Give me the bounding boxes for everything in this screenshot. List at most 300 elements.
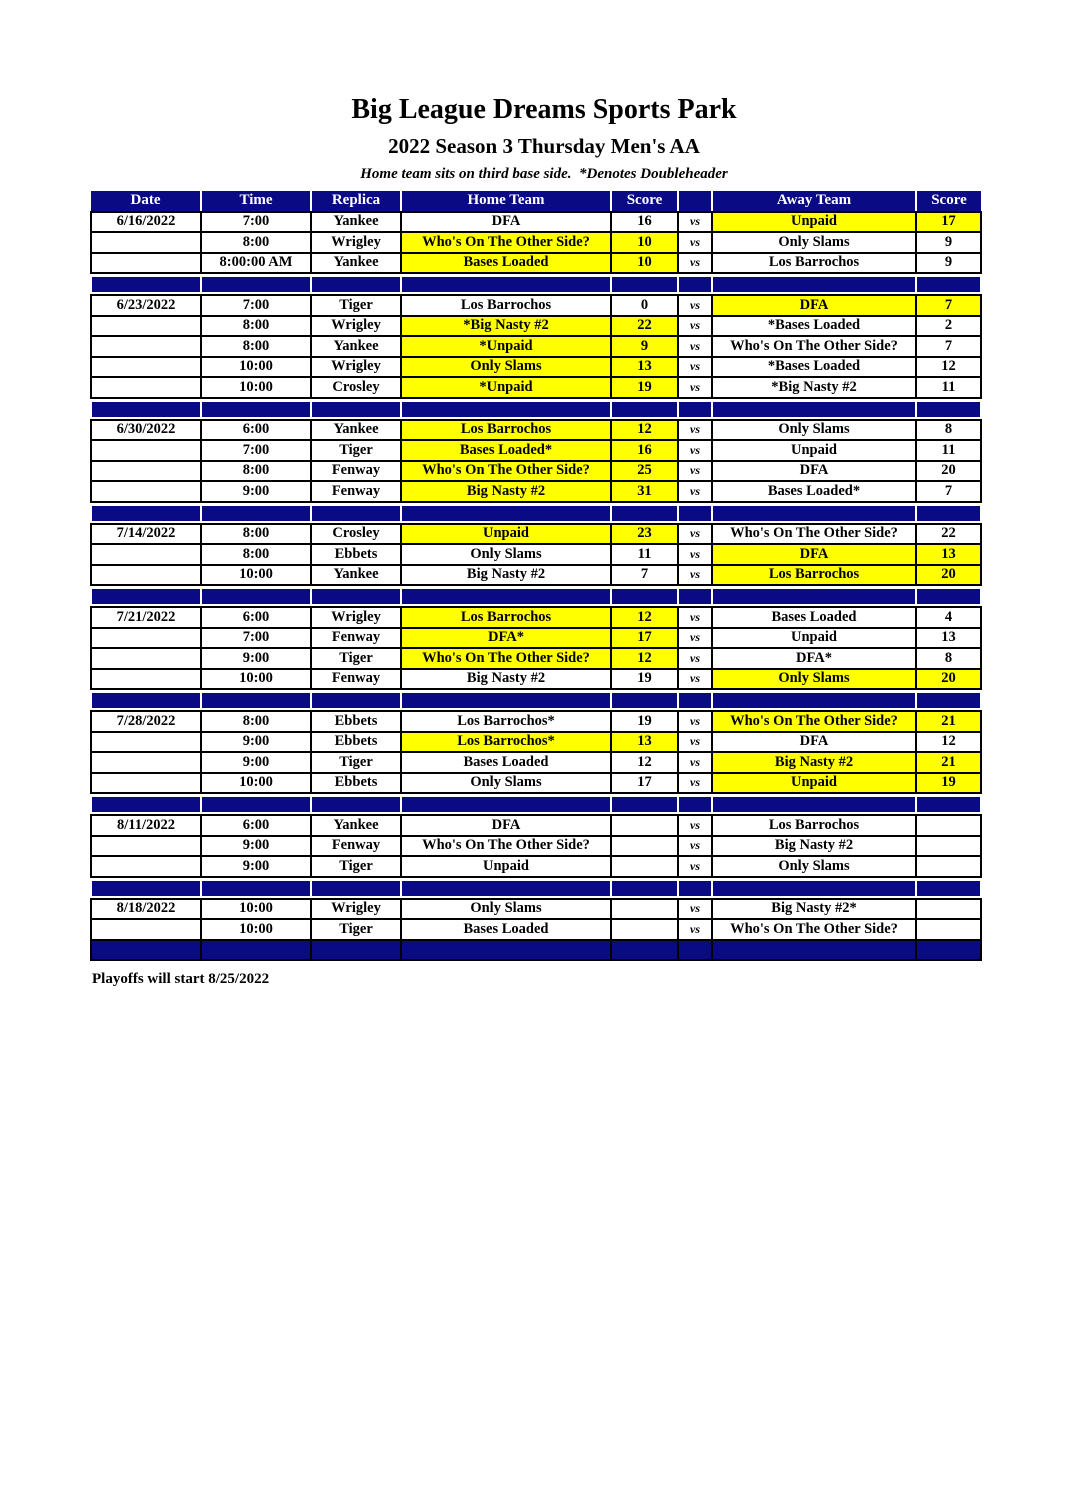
home-score-cell: 19 — [611, 669, 678, 690]
date-cell — [91, 481, 201, 502]
replica-cell: Ebbets — [311, 544, 401, 565]
home-score-cell — [611, 919, 678, 940]
home-score-cell — [611, 815, 678, 836]
col-home-team: Home Team — [401, 191, 611, 212]
replica-cell: Fenway — [311, 628, 401, 649]
vs-cell: vs — [678, 357, 712, 378]
time-cell: 10:00 — [201, 773, 311, 794]
game-row — [91, 732, 981, 753]
separator-cell — [611, 398, 678, 420]
schedule-document — [0, 94, 1088, 1502]
section-separator-row — [91, 273, 981, 295]
replica-cell: Wrigley — [311, 357, 401, 378]
schedule-note: Home team sits on third base side. *Denotes Doubleheader — [360, 166, 728, 182]
home-score-cell: 11 — [611, 544, 678, 565]
home-score-cell: 12 — [611, 752, 678, 773]
replica-cell: Wrigley — [311, 316, 401, 337]
away-team-cell: Only Slams — [712, 232, 916, 253]
separator-cell — [91, 398, 201, 420]
away-score-cell: 8 — [916, 420, 981, 441]
separator-cell — [712, 877, 916, 899]
time-cell: 9:00 — [201, 732, 311, 753]
replica-cell: Wrigley — [311, 899, 401, 920]
home-score-cell: 12 — [611, 420, 678, 441]
date-cell — [91, 316, 201, 337]
playoffs-note: Playoffs will start 8/25/2022 — [92, 971, 270, 987]
home-score-cell — [611, 899, 678, 920]
home-score-cell: 12 — [611, 607, 678, 628]
separator-bar — [202, 693, 310, 708]
replica-cell: Fenway — [311, 461, 401, 482]
separator-bar — [917, 506, 980, 521]
separator-bar — [312, 589, 400, 604]
separator-cell — [678, 273, 712, 295]
separator-cell — [916, 940, 981, 961]
date-cell — [91, 253, 201, 274]
date-cell — [91, 836, 201, 857]
separator-cell — [311, 793, 401, 815]
separator-cell — [91, 502, 201, 524]
col-time: Time — [201, 191, 311, 212]
time-cell: 8:00 — [201, 524, 311, 545]
away-score-cell: 4 — [916, 607, 981, 628]
separator-bar — [713, 881, 915, 896]
away-score-cell: 9 — [916, 253, 981, 274]
game-row — [91, 607, 981, 628]
date-cell: 6/16/2022 — [91, 212, 201, 233]
away-team-cell: Los Barrochos — [712, 815, 916, 836]
home-score-cell: 23 — [611, 524, 678, 545]
vs-cell: vs — [678, 711, 712, 732]
time-cell: 7:00 — [201, 628, 311, 649]
time-cell: 8:00 — [201, 544, 311, 565]
vs-cell: vs — [678, 295, 712, 316]
separator-bar — [679, 589, 711, 604]
game-row — [91, 420, 981, 441]
section-separator-row — [91, 502, 981, 524]
date-cell — [91, 919, 201, 940]
separator-cell — [311, 273, 401, 295]
game-row — [91, 336, 981, 357]
date-cell: 8/11/2022 — [91, 815, 201, 836]
away-team-cell: Who's On The Other Side? — [712, 711, 916, 732]
separator-bar — [917, 277, 980, 292]
game-row — [91, 461, 981, 482]
separator-bar — [92, 693, 200, 708]
separator-cell — [401, 585, 611, 607]
time-cell: 6:00 — [201, 420, 311, 441]
separator-bar — [612, 797, 677, 812]
time-cell: 9:00 — [201, 481, 311, 502]
away-score-cell — [916, 856, 981, 877]
vs-cell: vs — [678, 628, 712, 649]
separator-bar — [612, 402, 677, 417]
separator-cell — [201, 585, 311, 607]
home-score-cell: 19 — [611, 377, 678, 398]
replica-cell: Tiger — [311, 752, 401, 773]
game-row — [91, 212, 981, 233]
away-score-cell: 13 — [916, 628, 981, 649]
home-team-cell: DFA — [401, 815, 611, 836]
separator-bar — [612, 277, 677, 292]
separator-bar — [679, 402, 711, 417]
date-cell: 7/21/2022 — [91, 607, 201, 628]
vs-cell: vs — [678, 856, 712, 877]
away-team-cell: DFA — [712, 461, 916, 482]
col-away-score: Score — [916, 191, 981, 212]
time-cell: 8:00:00 AM — [201, 253, 311, 274]
game-row — [91, 752, 981, 773]
vs-cell: vs — [678, 440, 712, 461]
separator-cell — [401, 877, 611, 899]
vs-cell: vs — [678, 565, 712, 586]
home-score-cell: 17 — [611, 628, 678, 649]
home-team-cell: Big Nasty #2 — [401, 565, 611, 586]
separator-bar — [92, 277, 200, 292]
home-team-cell: DFA — [401, 212, 611, 233]
col-date: Date — [91, 191, 201, 212]
home-team-cell: Los Barrochos* — [401, 732, 611, 753]
time-cell: 10:00 — [201, 919, 311, 940]
date-cell — [91, 628, 201, 649]
separator-bar — [713, 402, 915, 417]
replica-cell: Tiger — [311, 295, 401, 316]
separator-cell — [916, 877, 981, 899]
separator-cell — [916, 502, 981, 524]
home-score-cell — [611, 836, 678, 857]
game-row — [91, 524, 981, 545]
date-cell — [91, 377, 201, 398]
home-team-cell: Only Slams — [401, 357, 611, 378]
home-score-cell: 13 — [611, 732, 678, 753]
separator-bar — [713, 693, 915, 708]
replica-cell: Fenway — [311, 836, 401, 857]
replica-cell: Crosley — [311, 377, 401, 398]
separator-cell — [611, 877, 678, 899]
away-team-cell: DFA — [712, 544, 916, 565]
away-score-cell: 8 — [916, 648, 981, 669]
home-team-cell: Who's On The Other Side? — [401, 461, 611, 482]
separator-bar — [92, 589, 200, 604]
separator-cell — [678, 502, 712, 524]
schedule-table — [90, 191, 982, 961]
separator-cell — [611, 273, 678, 295]
replica-cell: Tiger — [311, 856, 401, 877]
separator-bar — [917, 693, 980, 708]
col-home-score: Score — [611, 191, 678, 212]
time-cell: 10:00 — [201, 669, 311, 690]
separator-cell — [611, 940, 678, 961]
separator-cell — [678, 877, 712, 899]
date-cell — [91, 773, 201, 794]
away-score-cell: 20 — [916, 461, 981, 482]
date-cell — [91, 544, 201, 565]
home-team-cell: Big Nasty #2 — [401, 481, 611, 502]
separator-bar — [917, 881, 980, 896]
section-separator-row — [91, 877, 981, 899]
separator-bar — [402, 506, 610, 521]
separator-bar — [679, 797, 711, 812]
separator-bar — [402, 277, 610, 292]
game-row — [91, 232, 981, 253]
game-row — [91, 565, 981, 586]
separator-cell — [401, 940, 611, 961]
away-team-cell: Bases Loaded* — [712, 481, 916, 502]
time-cell: 6:00 — [201, 815, 311, 836]
home-team-cell: *Unpaid — [401, 336, 611, 357]
away-team-cell: Los Barrochos — [712, 253, 916, 274]
game-row — [91, 711, 981, 732]
away-score-cell — [916, 815, 981, 836]
separator-cell — [678, 585, 712, 607]
game-row — [91, 295, 981, 316]
time-cell: 7:00 — [201, 440, 311, 461]
time-cell: 10:00 — [201, 565, 311, 586]
replica-cell: Fenway — [311, 669, 401, 690]
away-team-cell: *Big Nasty #2 — [712, 377, 916, 398]
vs-cell: vs — [678, 752, 712, 773]
time-cell: 9:00 — [201, 856, 311, 877]
date-cell — [91, 752, 201, 773]
col-vs — [678, 191, 712, 212]
date-cell: 7/14/2022 — [91, 524, 201, 545]
separator-cell — [611, 689, 678, 711]
away-team-cell: Big Nasty #2 — [712, 836, 916, 857]
separator-cell — [678, 689, 712, 711]
replica-cell: Yankee — [311, 253, 401, 274]
section-separator-row — [91, 940, 981, 961]
separator-cell — [91, 689, 201, 711]
home-score-cell: 25 — [611, 461, 678, 482]
separator-cell — [712, 398, 916, 420]
table-header — [91, 191, 981, 212]
separator-cell — [311, 585, 401, 607]
away-team-cell: Only Slams — [712, 420, 916, 441]
replica-cell: Yankee — [311, 420, 401, 441]
separator-cell — [311, 940, 401, 961]
vs-cell: vs — [678, 420, 712, 441]
separator-cell — [678, 940, 712, 961]
vs-cell: vs — [678, 524, 712, 545]
separator-bar — [679, 881, 711, 896]
home-team-cell: Los Barrochos* — [401, 711, 611, 732]
away-team-cell: Only Slams — [712, 669, 916, 690]
table-body — [91, 212, 981, 961]
home-score-cell: 12 — [611, 648, 678, 669]
away-score-cell: 11 — [916, 377, 981, 398]
away-score-cell: 21 — [916, 752, 981, 773]
away-team-cell: *Bases Loaded — [712, 316, 916, 337]
separator-cell — [916, 273, 981, 295]
separator-cell — [91, 793, 201, 815]
vs-cell: vs — [678, 815, 712, 836]
away-score-cell: 12 — [916, 357, 981, 378]
separator-cell — [916, 793, 981, 815]
game-row — [91, 836, 981, 857]
page-subtitle: 2022 Season 3 Thursday Men's AA — [388, 134, 700, 158]
away-team-cell: Unpaid — [712, 773, 916, 794]
date-cell: 6/30/2022 — [91, 420, 201, 441]
separator-cell — [311, 689, 401, 711]
separator-bar — [92, 881, 200, 896]
vs-cell: vs — [678, 481, 712, 502]
separator-bar — [679, 693, 711, 708]
away-score-cell: 2 — [916, 316, 981, 337]
separator-cell — [401, 502, 611, 524]
game-row — [91, 357, 981, 378]
away-team-cell: Unpaid — [712, 440, 916, 461]
page-title: Big League Dreams Sports Park — [351, 94, 737, 125]
away-team-cell: Unpaid — [712, 628, 916, 649]
home-team-cell: Unpaid — [401, 856, 611, 877]
separator-bar — [612, 506, 677, 521]
away-score-cell: 19 — [916, 773, 981, 794]
away-score-cell: 7 — [916, 481, 981, 502]
time-cell: 9:00 — [201, 836, 311, 857]
game-row — [91, 544, 981, 565]
separator-bar — [679, 277, 711, 292]
game-row — [91, 253, 981, 274]
date-cell — [91, 440, 201, 461]
separator-cell — [611, 502, 678, 524]
separator-bar — [202, 277, 310, 292]
separator-cell — [712, 502, 916, 524]
section-separator-row — [91, 398, 981, 420]
home-team-cell: Who's On The Other Side? — [401, 836, 611, 857]
away-score-cell: 20 — [916, 565, 981, 586]
vs-cell: vs — [678, 461, 712, 482]
section-separator-row — [91, 689, 981, 711]
replica-cell: Fenway — [311, 481, 401, 502]
away-team-cell: DFA — [712, 732, 916, 753]
away-team-cell: Big Nasty #2 — [712, 752, 916, 773]
separator-bar — [917, 589, 980, 604]
game-row — [91, 919, 981, 940]
time-cell: 8:00 — [201, 232, 311, 253]
separator-bar — [612, 881, 677, 896]
home-team-cell: Unpaid — [401, 524, 611, 545]
separator-cell — [201, 502, 311, 524]
replica-cell: Wrigley — [311, 232, 401, 253]
date-cell — [91, 461, 201, 482]
home-score-cell: 17 — [611, 773, 678, 794]
separator-bar — [917, 797, 980, 812]
home-score-cell: 19 — [611, 711, 678, 732]
date-cell — [91, 856, 201, 877]
time-cell: 8:00 — [201, 316, 311, 337]
away-score-cell: 22 — [916, 524, 981, 545]
home-team-cell: Los Barrochos — [401, 295, 611, 316]
home-score-cell: 16 — [611, 440, 678, 461]
home-team-cell: Who's On The Other Side? — [401, 648, 611, 669]
separator-cell — [678, 793, 712, 815]
away-team-cell: Only Slams — [712, 856, 916, 877]
separator-bar — [402, 402, 610, 417]
away-score-cell: 7 — [916, 295, 981, 316]
game-row — [91, 481, 981, 502]
vs-cell: vs — [678, 377, 712, 398]
separator-bar — [402, 693, 610, 708]
vs-cell: vs — [678, 669, 712, 690]
separator-cell — [201, 877, 311, 899]
date-cell — [91, 565, 201, 586]
separator-cell — [712, 940, 916, 961]
replica-cell: Tiger — [311, 440, 401, 461]
game-row — [91, 669, 981, 690]
home-team-cell: Bases Loaded — [401, 253, 611, 274]
separator-bar — [202, 506, 310, 521]
separator-bar — [713, 797, 915, 812]
game-row — [91, 628, 981, 649]
separator-bar — [312, 797, 400, 812]
home-score-cell: 9 — [611, 336, 678, 357]
vs-cell: vs — [678, 232, 712, 253]
date-cell — [91, 232, 201, 253]
separator-cell — [611, 585, 678, 607]
home-score-cell — [611, 856, 678, 877]
home-team-cell: Big Nasty #2 — [401, 669, 611, 690]
separator-cell — [201, 398, 311, 420]
separator-bar — [402, 881, 610, 896]
col-away-team: Away Team — [712, 191, 916, 212]
home-score-cell: 7 — [611, 565, 678, 586]
home-team-cell: Los Barrochos — [401, 420, 611, 441]
replica-cell: Ebbets — [311, 732, 401, 753]
separator-cell — [311, 877, 401, 899]
game-row — [91, 316, 981, 337]
separator-cell — [311, 398, 401, 420]
home-team-cell: Only Slams — [401, 773, 611, 794]
home-team-cell: *Big Nasty #2 — [401, 316, 611, 337]
home-team-cell: Los Barrochos — [401, 607, 611, 628]
date-cell — [91, 669, 201, 690]
away-team-cell: Who's On The Other Side? — [712, 919, 916, 940]
away-score-cell — [916, 836, 981, 857]
vs-cell: vs — [678, 919, 712, 940]
home-team-cell: Only Slams — [401, 544, 611, 565]
separator-bar — [612, 589, 677, 604]
date-cell — [91, 336, 201, 357]
away-team-cell: Los Barrochos — [712, 565, 916, 586]
away-team-cell: DFA — [712, 295, 916, 316]
time-cell: 8:00 — [201, 711, 311, 732]
home-score-cell: 16 — [611, 212, 678, 233]
separator-bar — [402, 797, 610, 812]
time-cell: 10:00 — [201, 899, 311, 920]
away-score-cell: 9 — [916, 232, 981, 253]
separator-cell — [916, 585, 981, 607]
replica-cell: Ebbets — [311, 711, 401, 732]
home-score-cell: 0 — [611, 295, 678, 316]
home-team-cell: *Unpaid — [401, 377, 611, 398]
away-score-cell: 20 — [916, 669, 981, 690]
replica-cell: Wrigley — [311, 607, 401, 628]
replica-cell: Yankee — [311, 815, 401, 836]
home-score-cell: 22 — [611, 316, 678, 337]
time-cell: 8:00 — [201, 461, 311, 482]
home-score-cell: 10 — [611, 232, 678, 253]
separator-bar — [402, 589, 610, 604]
separator-bar — [713, 506, 915, 521]
separator-bar — [312, 693, 400, 708]
game-row — [91, 815, 981, 836]
separator-bar — [92, 797, 200, 812]
date-cell — [91, 357, 201, 378]
away-score-cell: 17 — [916, 212, 981, 233]
home-score-cell: 13 — [611, 357, 678, 378]
away-score-cell: 7 — [916, 336, 981, 357]
away-score-cell — [916, 899, 981, 920]
